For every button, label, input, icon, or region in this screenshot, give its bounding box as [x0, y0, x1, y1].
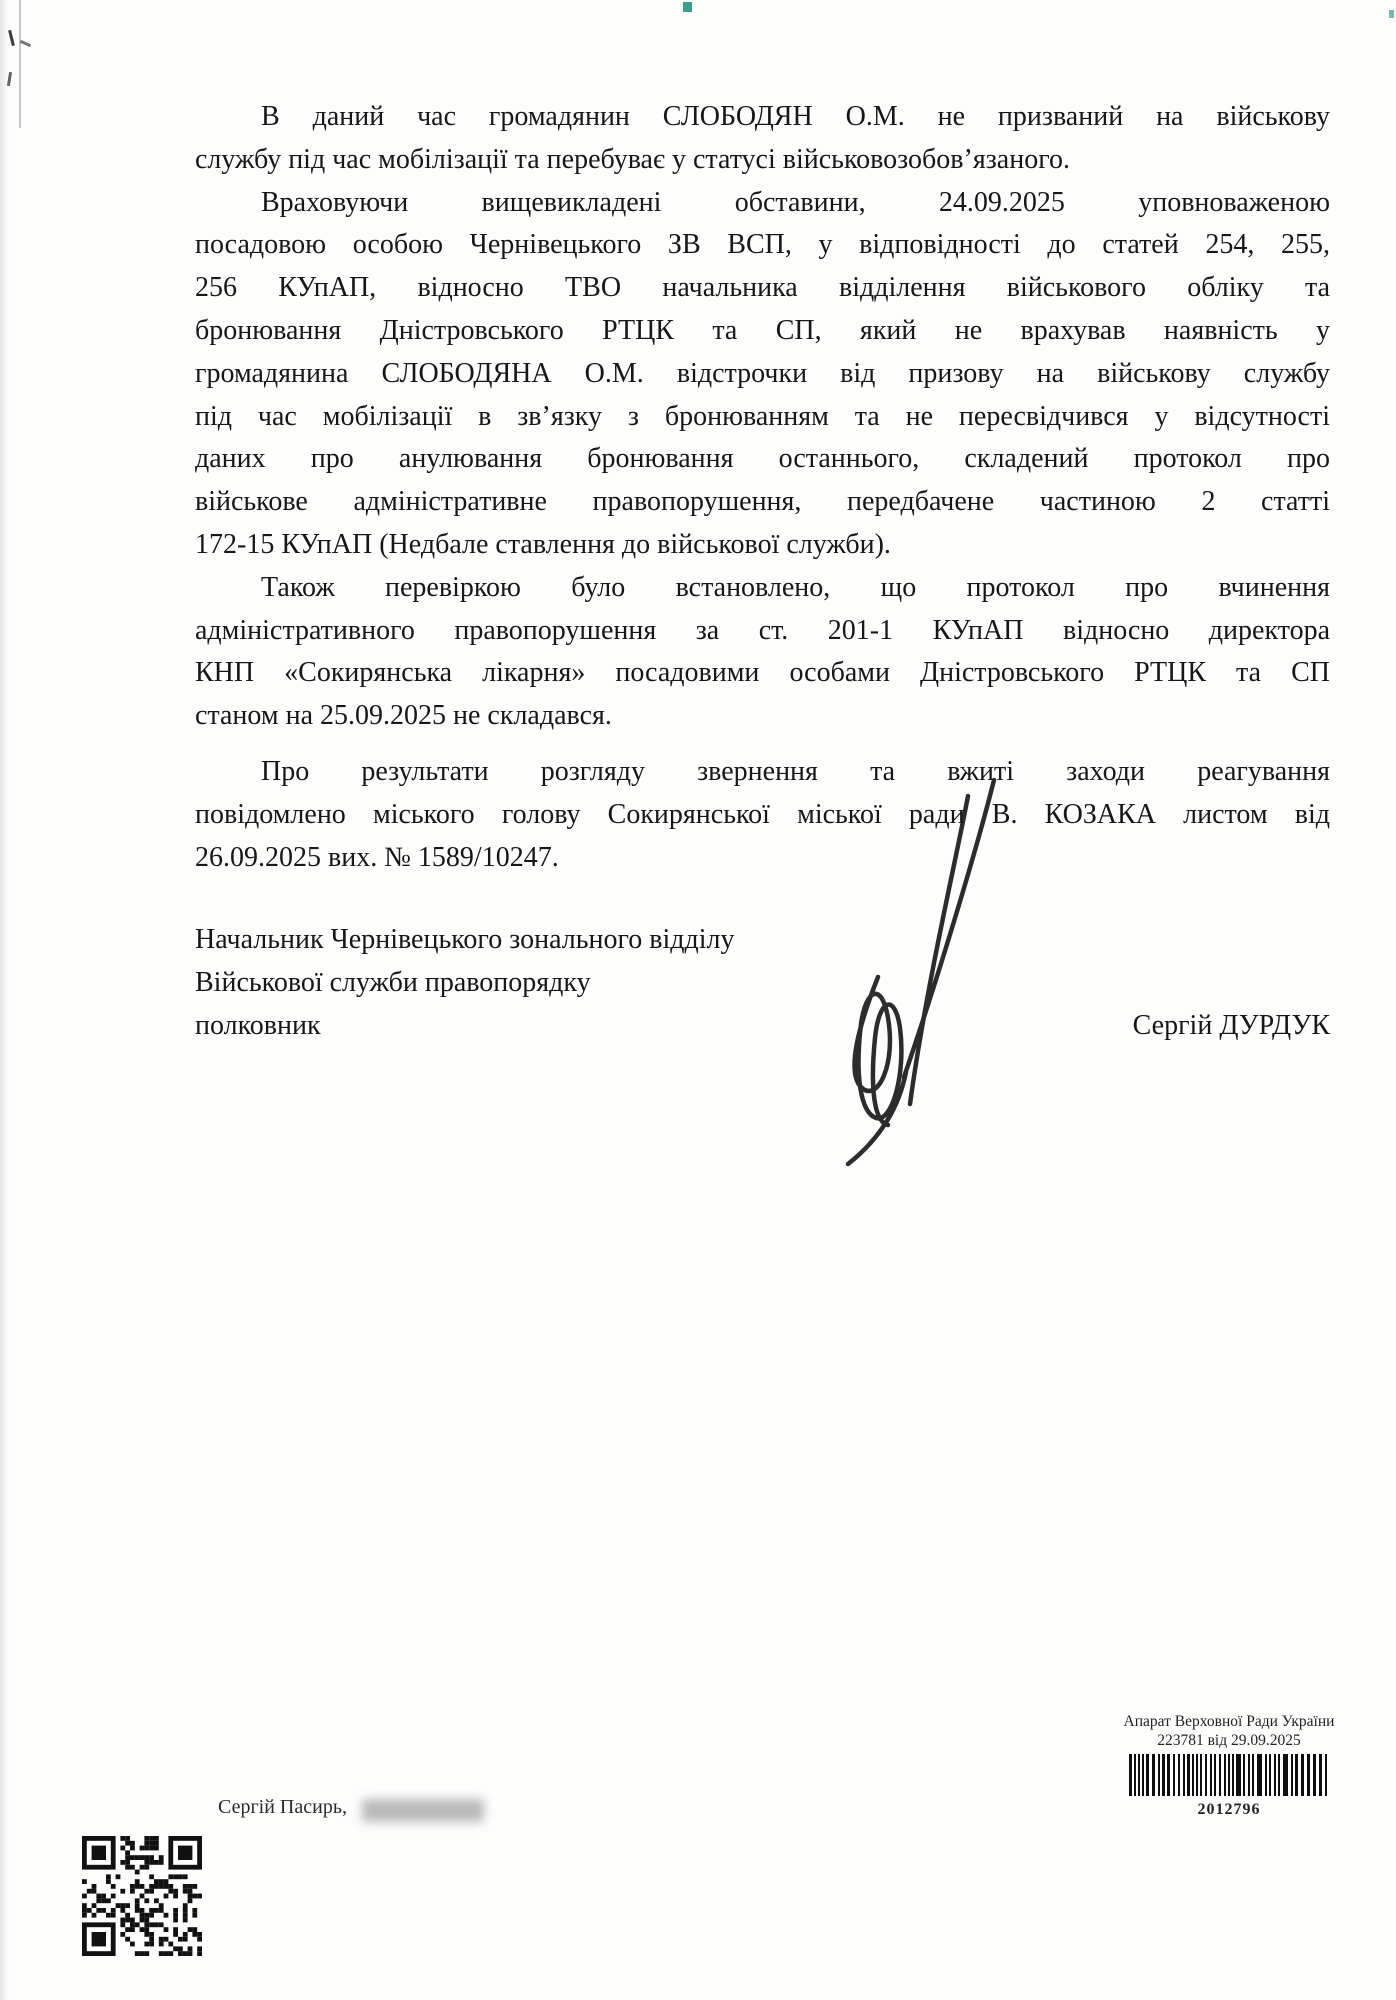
signature-block [195, 918, 1330, 1047]
signer-position-line: Начальник Чернівецького зонального відділу [195, 924, 735, 955]
text-line: КНП «Сокирянська лікарня» посадовими особами Дністровського РТЦК та СП [195, 657, 1330, 689]
text-line: В даний час громадянин СЛОБОДЯН О.М. не призваний на військову [261, 101, 1330, 132]
scan-edge-shade [0, 0, 9, 2000]
stamp-registration-line: 223781 від 29.09.2025 [1157, 1732, 1301, 1749]
text-line: військове адміністративне правопорушення, передбачене частиною 2 статті [195, 486, 1330, 518]
signer-position-line: Військової служби правопорядку [195, 967, 591, 998]
redaction-blur [362, 1799, 484, 1822]
scan-noise-mark [20, 40, 31, 47]
text-line: громадянина СЛОБОДЯНА О.М. відстрочки від призову на військову службу [195, 357, 1330, 389]
executor-name: Сергій Пасирь, [218, 1796, 347, 1818]
text-line: Також перевіркою було встановлено, що протокол про вчинення [261, 571, 1330, 603]
paragraph [195, 567, 1330, 738]
scan-noise-mark [8, 30, 15, 46]
paragraph [195, 96, 1330, 182]
qr-code-icon [82, 1836, 202, 1956]
text-line: Враховуючи вищевикладені обставини, 24.09.2025 уповноваженою [261, 186, 1330, 218]
text-line: 256 КУпАП, відносно ТВО начальника відділення військового обліку та [195, 272, 1330, 304]
text-line: адміністративного правопорушення за ст. 201-1 КУпАП відносно директора [195, 614, 1330, 646]
barcode-number: 2012796 [1197, 1801, 1261, 1818]
text-line: 26.09.2025 вих. № 1589/10247. [195, 841, 559, 873]
text-line: повідомлено міського голову Сокирянської міської ради В. КОЗАКА листом від [195, 798, 1330, 830]
text-line: станом на 25.09.2025 не складався. [195, 700, 612, 732]
text-line: Про результати розгляду звернення та вжиті заходи реагування [261, 755, 1330, 787]
green-speck-artifact [1389, 10, 1394, 18]
text-line: під час мобілізації в зв’язку з бронюванням та не пересвідчився у відсутності [195, 400, 1330, 432]
document-body [195, 96, 1330, 879]
text-line: 172-15 КУпАП (Недбале ставлення до військової служби). [195, 528, 891, 560]
scan-streak-artifact [19, 0, 21, 128]
barcode-icon [1127, 1754, 1332, 1796]
signer-rank: полковник [195, 1010, 321, 1041]
handwritten-signature-icon [818, 772, 1018, 1172]
registry-stamp [1118, 1712, 1340, 1819]
paragraph [195, 751, 1330, 879]
text-line: посадовою особою Чернівецького ЗВ ВСП, у відповідності до статей 254, 255, [195, 229, 1330, 261]
stamp-organization: Апарат Верховної Ради України [1123, 1713, 1335, 1730]
scan-noise-mark [7, 72, 12, 86]
green-speck-artifact [683, 2, 692, 12]
signer-name: Сергій ДУРДУК [1132, 1010, 1330, 1041]
text-line: даних про анулювання бронювання останнього, складений протокол про [195, 443, 1330, 475]
text-line: бронювання Дністровського РТЦК та СП, який не врахував наявність у [195, 314, 1330, 346]
text-line: службу під час мобілізації та перебуває у статусі військовозобов’язаного. [195, 143, 1070, 175]
paragraph [195, 182, 1330, 567]
